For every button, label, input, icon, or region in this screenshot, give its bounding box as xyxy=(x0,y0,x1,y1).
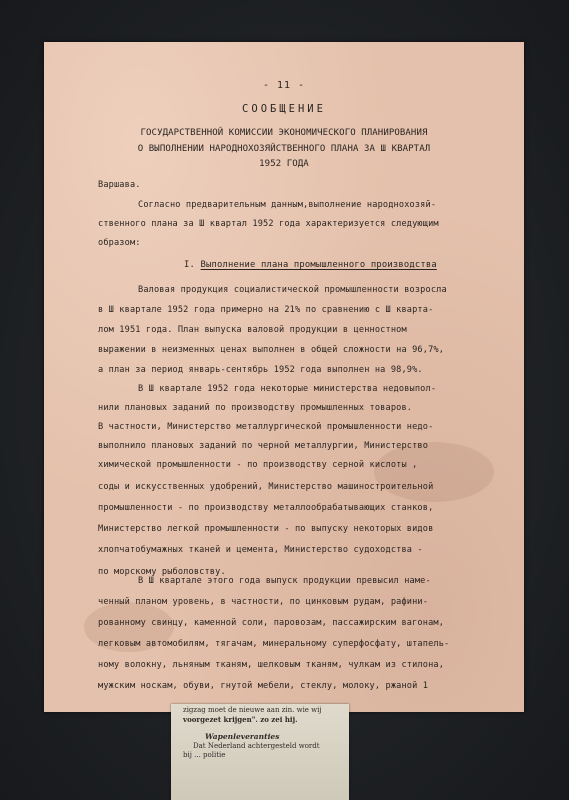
paragraph-line: ному волокну, льняным тканям, шелковым тканям, чулкам из стилона, xyxy=(98,660,445,670)
clipping-heading: Wapenleveranties xyxy=(205,732,280,741)
paragraph-line: легковым автомобилям, тягачам, минеральному суперфосфату, штапель- xyxy=(98,639,450,649)
clipping-line: Dat Nederland achtergesteld wordt xyxy=(193,742,320,750)
paragraph-2 xyxy=(98,384,508,584)
paragraph-line: ченный планом уровень, в частности, по цинковым рудам, рафини- xyxy=(98,597,429,607)
paragraph-line: В частности, Министерство металлургической промышленности недо- xyxy=(98,422,434,432)
paragraph-line: в Ш квартале 1952 года примерно на 21% по сравнению с Ш кварта- xyxy=(98,305,434,315)
page-number: - 11 - xyxy=(262,80,306,91)
intro-line: образом: xyxy=(98,238,141,248)
paragraph-1 xyxy=(98,285,508,385)
paragraph-line: хлопчатобумажных тканей и цемента, Министерство судоходства - xyxy=(98,545,423,555)
paragraph-line: Министерство легкой промышленности - по выпуску некоторых видов xyxy=(98,524,434,534)
paragraph-line: выражении в неизменных ценах выполнен в общей сложности на 96,7%, xyxy=(98,345,445,355)
paragraph-line: В Ш квартале этого года выпуск продукции превысил наме- xyxy=(138,576,431,586)
paragraph-line: промышленности - по производству металлообрабатывающих станков, xyxy=(98,503,434,513)
intro-line: Согласно предварительным данным,выполнение народнохозяй- xyxy=(138,200,437,210)
document-subtitle xyxy=(114,126,454,173)
section-heading xyxy=(184,260,437,270)
subtitle-line: О ВЫПОЛНЕНИИ НАРОДНОХОЗЯЙСТВЕННОГО ПЛАНА ЗА Ш КВАРТАЛ xyxy=(137,143,431,154)
section-title: Выполнение плана промышленного производства xyxy=(200,260,437,270)
paragraph-line: лом 1951 года. План выпуска валовой продукции в ценностном xyxy=(98,325,407,335)
newspaper-clipping xyxy=(171,704,349,800)
paragraph-line: соды и искусственных удобрений, Министерство машиностроительной xyxy=(98,482,434,492)
intro-line: ственного плана за Ш квартал 1952 года характеризуется следующим xyxy=(98,219,439,229)
paragraph-line: мужским носкам, обуви, гнутой мебели, стеклу, молоку, ржаной 1 xyxy=(98,681,429,691)
paragraph-line: а план за период январь-сентябрь 1952 года выполнен на 98,9%. xyxy=(98,365,423,375)
paragraph-3 xyxy=(98,576,508,706)
subtitle-line: 1952 ГОДА xyxy=(259,159,309,169)
clipping-line: bij ... politie xyxy=(183,751,226,759)
paragraph-line: Валовая продукция социалистической промышленности возросла xyxy=(138,285,447,295)
subtitle-line: ГОСУДАРСТВЕННОЙ КОМИССИИ ЭКОНОМИЧЕСКОГО ПЛАНИРОВАНИЯ xyxy=(140,128,428,138)
section-number: I. xyxy=(184,260,195,270)
paragraph-line: химической промышленности - по производству серной кислоты , xyxy=(98,460,418,470)
paragraph-line: нили плановых заданий по производству промышленных товаров. xyxy=(98,403,413,413)
paragraph-line: В Ш квартале 1952 года некоторые министерства недовыпол- xyxy=(138,384,437,394)
document-page xyxy=(44,42,524,712)
paragraph-line: выполнило плановых заданий по черной металлургии, Министерство xyxy=(98,441,429,451)
document-title: СООБЩЕНИЕ xyxy=(242,103,326,115)
paragraph-line: по морскому рыболовству. xyxy=(98,567,226,577)
clipping-line: zigzag moet de nieuwe aan zin. wie wij xyxy=(183,706,322,714)
clipping-line: voorgezet krijgen". zo zei hij. xyxy=(183,715,298,724)
intro-block xyxy=(98,180,508,250)
place-line: Варшава. xyxy=(98,180,141,190)
paragraph-line: рованному свинцу, каменной соли, паровозам, пассажирским вагонам, xyxy=(98,618,445,628)
